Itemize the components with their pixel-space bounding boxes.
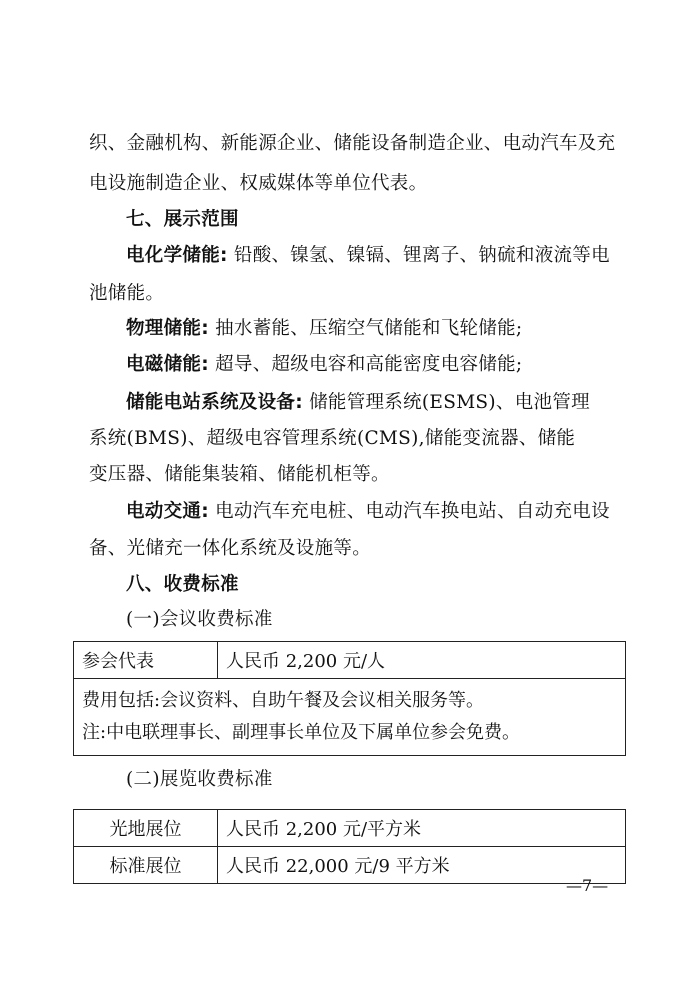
ev-line: [126, 500, 610, 524]
paragraph-line: 系统(BMS)、超级电容管理系统(CMS),储能变流器、储能: [89, 428, 576, 449]
subheading-meeting-fee: (一)会议收费标准: [126, 609, 273, 630]
paragraph-line: 备、光储充一体化系统及设施等。: [89, 538, 372, 559]
meeting-fee-table: [73, 641, 626, 756]
table-cell-value: 人民币 2,200 元/平方米: [218, 810, 626, 847]
electrochemical-label: 电化学储能:: [126, 245, 228, 266]
table-row: [74, 642, 626, 679]
table-notes-cell: [74, 679, 626, 756]
free-attendance-note: 注:中电联理事长、副理事长单位及下属单位参会免费。: [82, 722, 521, 743]
physical-line: [126, 317, 522, 341]
paragraph-line: 变压器、储能集装箱、储能机柜等。: [89, 464, 390, 485]
physical-label: 物理储能:: [126, 318, 209, 339]
electrochemical-text: 铅酸、镍氢、镍镉、锂离子、钠硫和液流等电: [233, 245, 610, 266]
paragraph-line: 织、金融机构、新能源企业、储能设备制造企业、电动汽车及充: [89, 133, 616, 154]
physical-text: 抽水蓄能、压缩空气储能和飞轮储能;: [215, 318, 523, 339]
paragraph-line: 电设施制造企业、权威媒体等单位代表。: [89, 173, 428, 194]
table-row: [74, 810, 626, 847]
magnetic-text: 超导、超级电容和高能密度电容储能;: [215, 354, 523, 375]
electrochemical-line: [126, 244, 610, 268]
ev-text: 电动汽车充电桩、电动汽车换电站、自动充电设: [215, 501, 610, 522]
table-cell-label: 光地展位: [74, 810, 218, 847]
exhibition-fee-table: [73, 809, 626, 884]
table-cell-value: 人民币 2,200 元/人: [218, 642, 626, 679]
table-cell-label: 参会代表: [74, 642, 218, 679]
station-label: 储能电站系统及设备:: [126, 392, 303, 413]
page-number: —7—: [566, 876, 609, 895]
paragraph-line: 池储能。: [89, 283, 165, 304]
table-row: [74, 679, 626, 756]
section-heading-7: 七、展示范围: [126, 209, 239, 230]
subheading-exhibition-fee: (二)展览收费标准: [126, 769, 273, 790]
table-cell-value: 人民币 22,000 元/9 平方米: [218, 847, 626, 884]
magnetic-line: [126, 353, 522, 377]
table-row: [74, 847, 626, 884]
fee-includes-note: 费用包括:会议资料、自助午餐及会议相关服务等。: [82, 690, 485, 711]
section-heading-8: 八、收费标准: [126, 574, 239, 595]
station-text: 储能管理系统(ESMS)、电池管理: [309, 392, 590, 413]
station-line: [126, 391, 590, 415]
ev-label: 电动交通:: [126, 501, 209, 522]
table-cell-label: 标准展位: [74, 847, 218, 884]
magnetic-label: 电磁储能:: [126, 354, 209, 375]
